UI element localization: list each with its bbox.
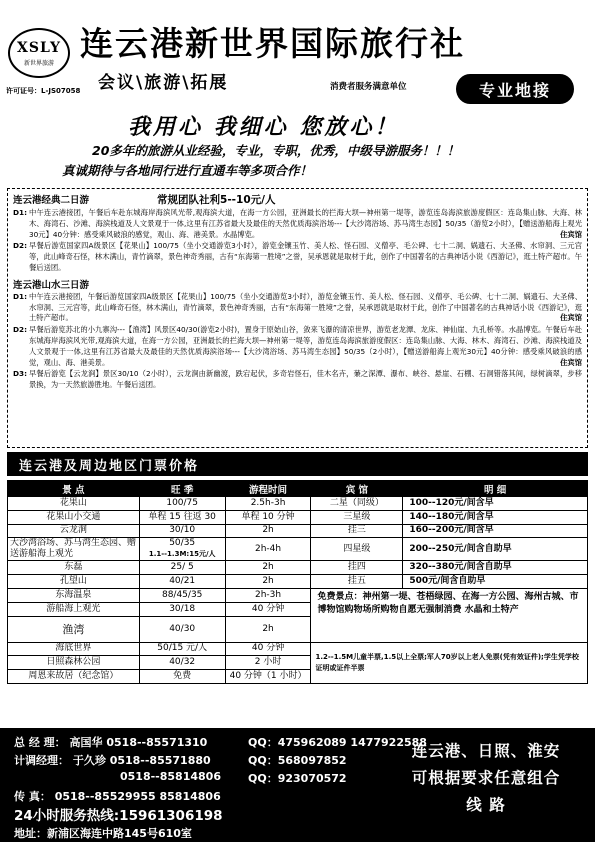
tour1-title: 连云港经典二日游 — [13, 195, 90, 206]
table-row — [8, 575, 588, 589]
price-cell: 30/18 — [139, 602, 225, 616]
gm-contact — [14, 734, 207, 750]
price-cell: 单程 15 往返 30 — [139, 510, 225, 524]
consumer-badge: 消费者服务满意单位 — [330, 82, 407, 92]
stay-note: 住宾馆 — [560, 313, 582, 323]
price-sub: 1.1--1.3M:15元/人 — [148, 550, 216, 559]
planner-phone: 0518--85571880 — [109, 754, 211, 767]
logo-letters: XSLY — [17, 39, 61, 56]
day-description: 中午连云港接团，午餐后车赴东城海岸海滨风光带,观海滨大道，在海一方公园，亚洲最长的拦海大坝—神州第一堤等，游览连岛海滨旅游度假区：连岛集山脉、大海、林木、海湾石、沙滩、海滨栈道及人文景观于一体,这里有江苏省最大及最佳的天然优质海滨浴场---【大沙湾浴场、苏马湾生态园】50/35（游览2小时），【赠送游船海上观光30元】40分钟：感受乘风破浪的感觉，观山、海、港美景。水晶博览。 — [29, 208, 582, 239]
header — [0, 0, 595, 188]
fax-contact — [14, 788, 221, 804]
qq-1: QQ：475962089 1477922588 — [248, 736, 427, 749]
contact-footer — [0, 728, 595, 842]
planner-label: 计调经理： — [14, 754, 69, 767]
hotel-detail-cell: 160--200元/间含早 — [403, 524, 588, 538]
route-line-2: 可根据要求任意组合 — [411, 769, 561, 787]
day-description: 早餐后游览【云龙涧】景区30/10（2小时），云龙涧由新幽渡，跌宕起伏，多奇岩怪石，佳木名卉，蒹之深潭、瀑布、峡谷、悬崖、石棚、石洞错落其间，绿树滴翠，步移景换，为一天然旅游胜地。午餐后送团。 — [29, 369, 582, 390]
license-number: 许可证号：L-JS07058 — [6, 87, 81, 95]
pro-badge: 专业地接 — [456, 74, 574, 104]
planner-contact — [14, 752, 211, 768]
agency-name: 连云港新世界国际旅行社 — [80, 24, 465, 63]
day-description: 中午连云港接团，午餐后游览国家四A级景区【花果山】100/75（坐小交通游览3小时），游览金镶玉竹、美人松、怪石园、义僧亭、毛公碑、七十二洞、娲遗石、大圣佛、水帘洞、三元宫等，此山峰奇石怪，林木满山，青竹滴翠，景色神奇秀丽，古有“东海第一胜境”之誉，吴承恩就是取材于此，创作了中国著名的古典神话小说《西游记》，逛土特产超市。 — [29, 291, 582, 323]
spot-cell: 渔湾 — [8, 616, 140, 642]
hotel-cell: 二星（同级） — [311, 497, 403, 511]
table-row — [8, 510, 588, 524]
time-cell: 2h — [225, 561, 311, 575]
spot-cell: 东磊 — [8, 561, 140, 575]
day-text — [29, 208, 582, 240]
ticket-price-title: 连云港及周边地区门票价格 — [7, 452, 588, 476]
promo-line-2: 真诚期待与各地同行进行直通车等多项合作！ — [62, 163, 313, 178]
day-description: 早餐后游览苏北的小九寨沟---【渔湾】风景区40/30(游览2小时)，置身于原始山谷，敛来飞瀑的清凉世界，游览老龙潭、龙床、神仙崖、九孔桥等。水晶博览。午餐后车赴东城海岸海滨风光带,观海滨大道，在海一方公园，亚洲最长的拦海大坝—神州第一堤等，游览连岛海滨旅游度假区：连岛集山脉、大海、林木、海湾石、沙滩、海滨栈道及人文景观于一体,这里有江苏省最大及最佳的天然优质海滨浴场---【大沙湾浴场、苏马湾生态园】50/35（2小时），【赠送游船海上观光30元】40分钟：感受乘风破浪的感觉，观山、海、港美景。 — [29, 325, 582, 367]
time-cell: 单程 10 分钟 — [225, 510, 311, 524]
time-cell: 2h — [225, 524, 311, 538]
free-spots-cell: 免费景点：神州第一堤、苍梧绿园、在海一方公园、海州古城、市博物馆购物场所购物自愿无强制消费 水晶和土特产 — [311, 588, 588, 642]
ticket-notes-cell: 1.2--1.5M儿童半票,1.5以上全票;军人70岁以上老人免票(凭有效证件);学生凭学校证明或证件半票 — [311, 642, 588, 683]
day-label: D2: — [13, 325, 28, 335]
itinerary-box — [7, 188, 588, 448]
tour2-day1 — [13, 292, 582, 324]
price-cell: 40/32 — [139, 656, 225, 670]
price-cell: 40/30 — [139, 616, 225, 642]
tour1-price: 常规团队社利5--10元/人 — [157, 194, 276, 206]
col-header-hotel: 宾 馆 — [311, 481, 403, 497]
qq-2: QQ：568097852 — [248, 754, 347, 767]
hotel-detail-cell: 140--180元/间含早 — [403, 510, 588, 524]
day-text — [29, 325, 582, 368]
hotel-cell: 挂五 — [311, 575, 403, 589]
day-label: D3: — [13, 369, 28, 379]
day-text — [29, 292, 582, 324]
phone-3: 0518--85814806 — [120, 770, 221, 783]
address: 地址：新浦区海连中路145号610室 — [14, 827, 192, 840]
route-box — [386, 738, 586, 819]
stay-note: 住宾馆 — [560, 229, 582, 239]
day-description: 早餐后游览国家四A级景区【花果山】100/75（坐小交通游览3小时），游览金镶玉竹、美人松、怪石园、义僧亭、毛公碑、七十二洞、娲遗石、大圣佛、水帘洞、三元宫等，此山峰奇石怪，林木满山，青竹滴翠，景色神奇秀丽，古有“东海第一胜境”之誉，吴承恩就是取材于此，创作了中国著名的古典神话小说《西游记》，逛土特产超市。午餐后送团。 — [29, 241, 582, 272]
tour1-heading — [13, 192, 582, 207]
ticket-price-table — [7, 480, 588, 684]
price-cell: 88/45/35 — [139, 588, 225, 602]
gm-name: 高国华 — [69, 736, 103, 749]
promo-line-1: 20多年的旅游从业经验，专业，专职，优秀，中级导游服务！！！ — [92, 143, 460, 158]
tour2-title: 连云港山水三日游 — [13, 279, 90, 291]
spot-cell: 海底世界 — [8, 642, 140, 656]
price-cell: 30/10 — [139, 524, 225, 538]
col-header-detail: 明 细 — [403, 481, 588, 497]
day-label: D1: — [13, 291, 28, 301]
price-main: 50/35 — [169, 538, 196, 549]
logo-subtitle: 新世界旅游 — [23, 59, 54, 67]
table-row — [8, 642, 588, 656]
spot-cell: 游船海上观光 — [8, 602, 140, 616]
hotel-detail-cell: 500元/间含自助早 — [403, 575, 588, 589]
time-cell: 40 分钟（1 小时） — [225, 670, 311, 684]
price-cell: 40/21 — [139, 575, 225, 589]
services-line: 会议\旅游\拓展 — [98, 73, 229, 93]
spot-cell: 云龙涧 — [8, 524, 140, 538]
time-cell: 2.5h-3h — [225, 497, 311, 511]
day-label: D2: — [13, 241, 28, 251]
tour2-heading — [13, 277, 582, 291]
hotel-cell: 挂四 — [311, 561, 403, 575]
tour1-day1 — [13, 208, 582, 240]
agency-logo — [8, 28, 70, 78]
hotel-detail-cell: 320--380元/间含自助早 — [403, 561, 588, 575]
spot-cell: 周恩来故居（纪念馆） — [8, 670, 140, 684]
tour2-day2 — [13, 325, 582, 368]
stay-note: 住宾馆 — [560, 357, 582, 367]
time-cell: 2h-4h — [225, 538, 311, 561]
spot-cell: 东海温泉 — [8, 588, 140, 602]
col-header-spot: 景 点 — [8, 481, 140, 497]
time-cell: 2 小时 — [225, 656, 311, 670]
price-cell: 免费 — [139, 670, 225, 684]
hotel-detail-cell: 200--250元/间含自助早 — [403, 538, 588, 561]
spot-cell: 孔望山 — [8, 575, 140, 589]
col-header-time: 游程时间 — [225, 481, 311, 497]
table-row — [8, 588, 588, 602]
table-row — [8, 561, 588, 575]
time-cell: 2h-3h — [225, 588, 311, 602]
time-cell: 40 分钟 — [225, 642, 311, 656]
gm-label: 总 经 理： — [14, 736, 66, 749]
fax-number: 0518--85529955 85814806 — [54, 790, 221, 803]
table-row — [8, 497, 588, 511]
fax-label: 传 真： — [14, 790, 51, 803]
price-cell: 25/ 5 — [139, 561, 225, 575]
gm-phone: 0518--85571310 — [106, 736, 208, 749]
hotline: 24小时服务热线:15961306198 — [14, 808, 223, 824]
tour1-day2 — [13, 241, 582, 273]
hotel-cell: 三星级 — [311, 510, 403, 524]
price-cell — [139, 538, 225, 561]
hotel-cell: 挂三 — [311, 524, 403, 538]
tour2-day3 — [13, 369, 582, 391]
price-cell: 100/75 — [139, 497, 225, 511]
price-cell: 50/15 元/人 — [139, 642, 225, 656]
slogan: 我用心 我细心 您放心！ — [128, 115, 400, 140]
route-line-1: 连云港、日照、淮安 — [411, 742, 561, 760]
spot-cell: 日照森林公园 — [8, 656, 140, 670]
table-header-row — [8, 481, 588, 497]
hotel-detail-cell: 100--120元/间含早 — [403, 497, 588, 511]
table-row — [8, 524, 588, 538]
col-header-price: 旺 季 — [139, 481, 225, 497]
day-label: D1: — [13, 208, 28, 217]
spot-cell: 大沙湾浴场、苏马湾生态园、赠送游船海上观光 — [8, 538, 140, 561]
time-cell: 40 分钟 — [225, 602, 311, 616]
time-cell: 2h — [225, 575, 311, 589]
time-cell: 2h — [225, 616, 311, 642]
planner-name: 于久珍 — [72, 754, 106, 767]
route-line-3: 线 路 — [466, 796, 506, 814]
spot-cell: 花果山小交通 — [8, 510, 140, 524]
qq-3: QQ：923070572 — [248, 772, 347, 785]
hotel-cell: 四星级 — [311, 538, 403, 561]
spot-cell: 花果山 — [8, 497, 140, 511]
